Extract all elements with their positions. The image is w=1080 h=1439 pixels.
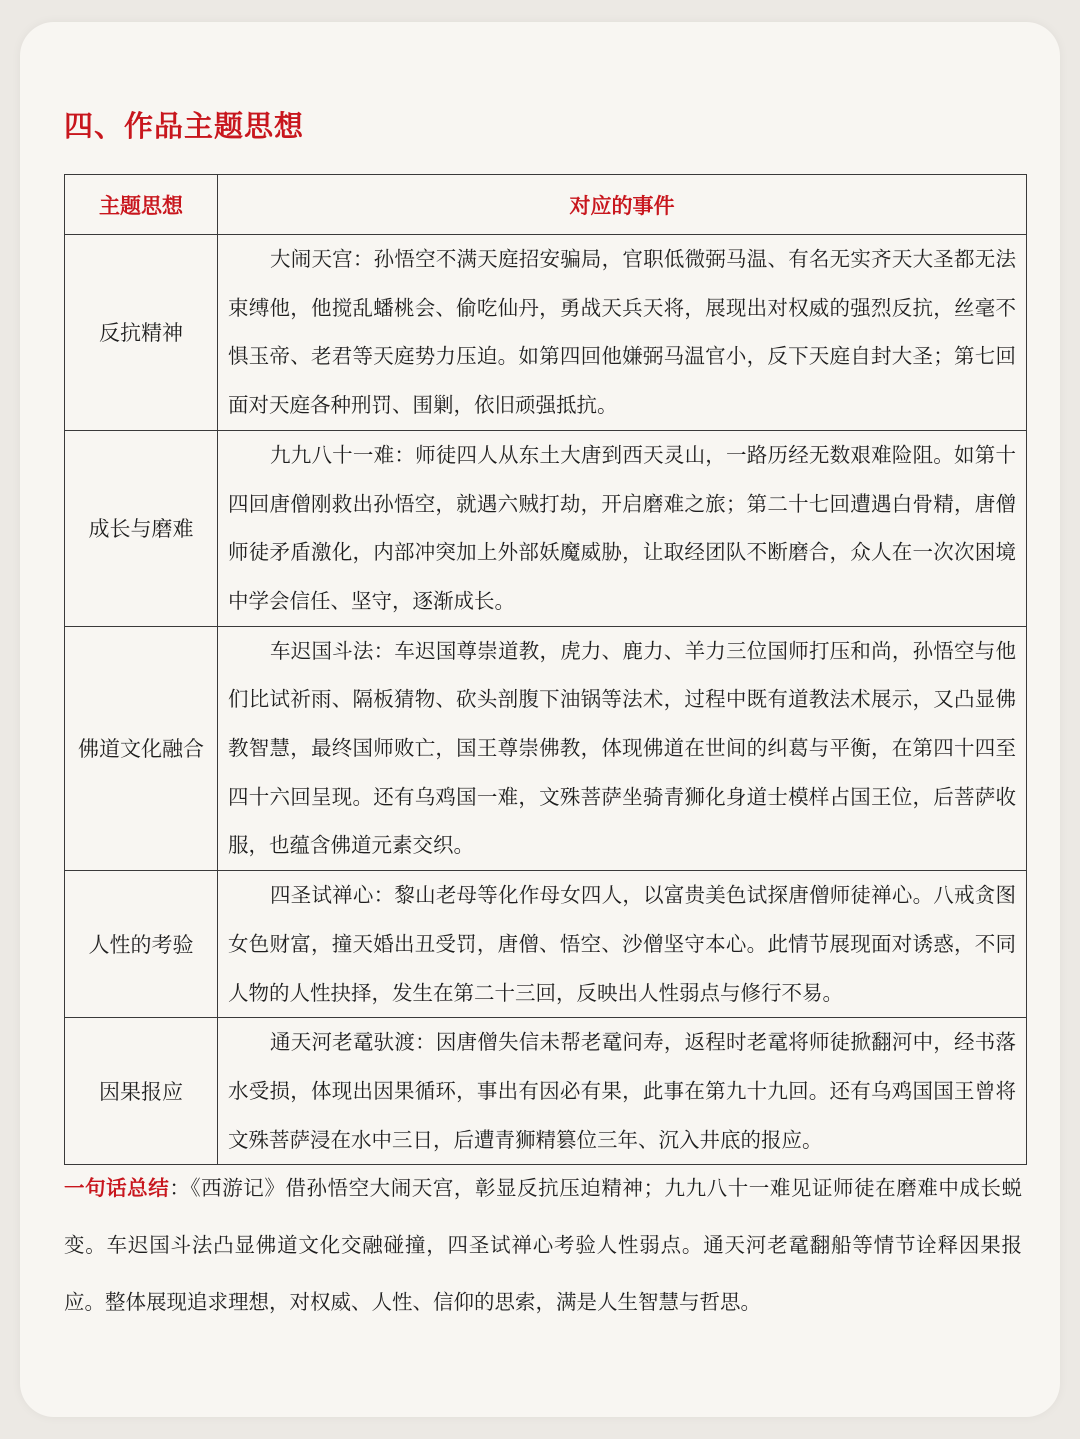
header-theme: 主题思想 <box>65 175 218 235</box>
theme-cell: 人性的考验 <box>65 871 218 1018</box>
table-row <box>65 235 1027 431</box>
theme-cell: 因果报应 <box>65 1018 218 1165</box>
event-cell: 九九八十一难：师徒四人从东土大唐到西天灵山，一路历经无数艰难险阻。如第十四回唐僧刚救出孙悟空，就遇六贼打劫，开启磨难之旅；第二十七回遭遇白骨精，唐僧师徒矛盾激化，内部冲突加上外部妖魔威胁，让取经团队不断磨合，众人在一次次困境中学会信任、坚守，逐渐成长。 <box>218 430 1027 626</box>
event-cell: 四圣试禅心：黎山老母等化作母女四人，以富贵美色试探唐僧师徒禅心。八戒贪图女色财富，撞天婚出丑受罚，唐僧、悟空、沙僧坚守本心。此情节展现面对诱惑，不同人物的人性抉择，发生在第二十三回，反映出人性弱点与修行不易。 <box>218 871 1027 1018</box>
event-cell: 车迟国斗法：车迟国尊崇道教，虎力、鹿力、羊力三位国师打压和尚，孙悟空与他们比试祈雨、隔板猜物、砍头剖腹下油锅等法术，过程中既有道教法术展示，又凸显佛教智慧，最终国师败亡，国王尊崇佛教，体现佛道在世间的纠葛与平衡，在第四十四至四十六回呈现。还有乌鸡国一难，文殊菩萨坐骑青狮化身道士模样占国王位，后菩萨收服，也蕴含佛道元素交织。 <box>218 626 1027 871</box>
summary-paragraph <box>64 1160 1022 1331</box>
table-header-row <box>65 175 1027 235</box>
section-title: 四、作品主题思想 <box>64 109 305 143</box>
table-row <box>65 430 1027 626</box>
event-cell: 大闹天宫：孙悟空不满天庭招安骗局，官职低微弼马温、有名无实齐天大圣都无法束缚他，他搅乱蟠桃会、偷吃仙丹，勇战天兵天将，展现出对权威的强烈反抗，丝毫不惧玉帝、老君等天庭势力压迫。如第四回他嫌弼马温官小，反下天庭自封大圣；第七回面对天庭各种刑罚、围剿，依旧顽强抵抗。 <box>218 235 1027 431</box>
table-row <box>65 626 1027 871</box>
summary-text: 《西游记》借孙悟空大闹天宫，彰显反抗压迫精神；九九八十一难见证师徒在磨难中成长蜕变。车迟国斗法凸显佛道文化交融碰撞，四圣试禅心考验人性弱点。通天河老鼋翻船等情节诠释因果报应。整体展现追求理想，对权威、人性、信仰的思索，满是人生智慧与哲思。 <box>64 1176 1023 1314</box>
theme-table <box>64 174 1027 1165</box>
header-event: 对应的事件 <box>218 175 1027 235</box>
theme-cell: 成长与磨难 <box>65 430 218 626</box>
theme-cell: 佛道文化融合 <box>65 626 218 871</box>
table-row <box>65 1018 1027 1165</box>
table-row <box>65 871 1027 1018</box>
summary-colon: ： <box>169 1176 191 1200</box>
theme-cell: 反抗精神 <box>65 235 218 431</box>
summary-label: 一句话总结 <box>64 1176 170 1200</box>
event-cell: 通天河老鼋驮渡：因唐僧失信未帮老鼋问寿，返程时老鼋将师徒掀翻河中，经书落水受损，体现出因果循环，事出有因必有果，此事在第九十九回。还有乌鸡国国王曾将文殊菩萨浸在水中三日，后遭青狮精篡位三年、沉入井底的报应。 <box>218 1018 1027 1165</box>
